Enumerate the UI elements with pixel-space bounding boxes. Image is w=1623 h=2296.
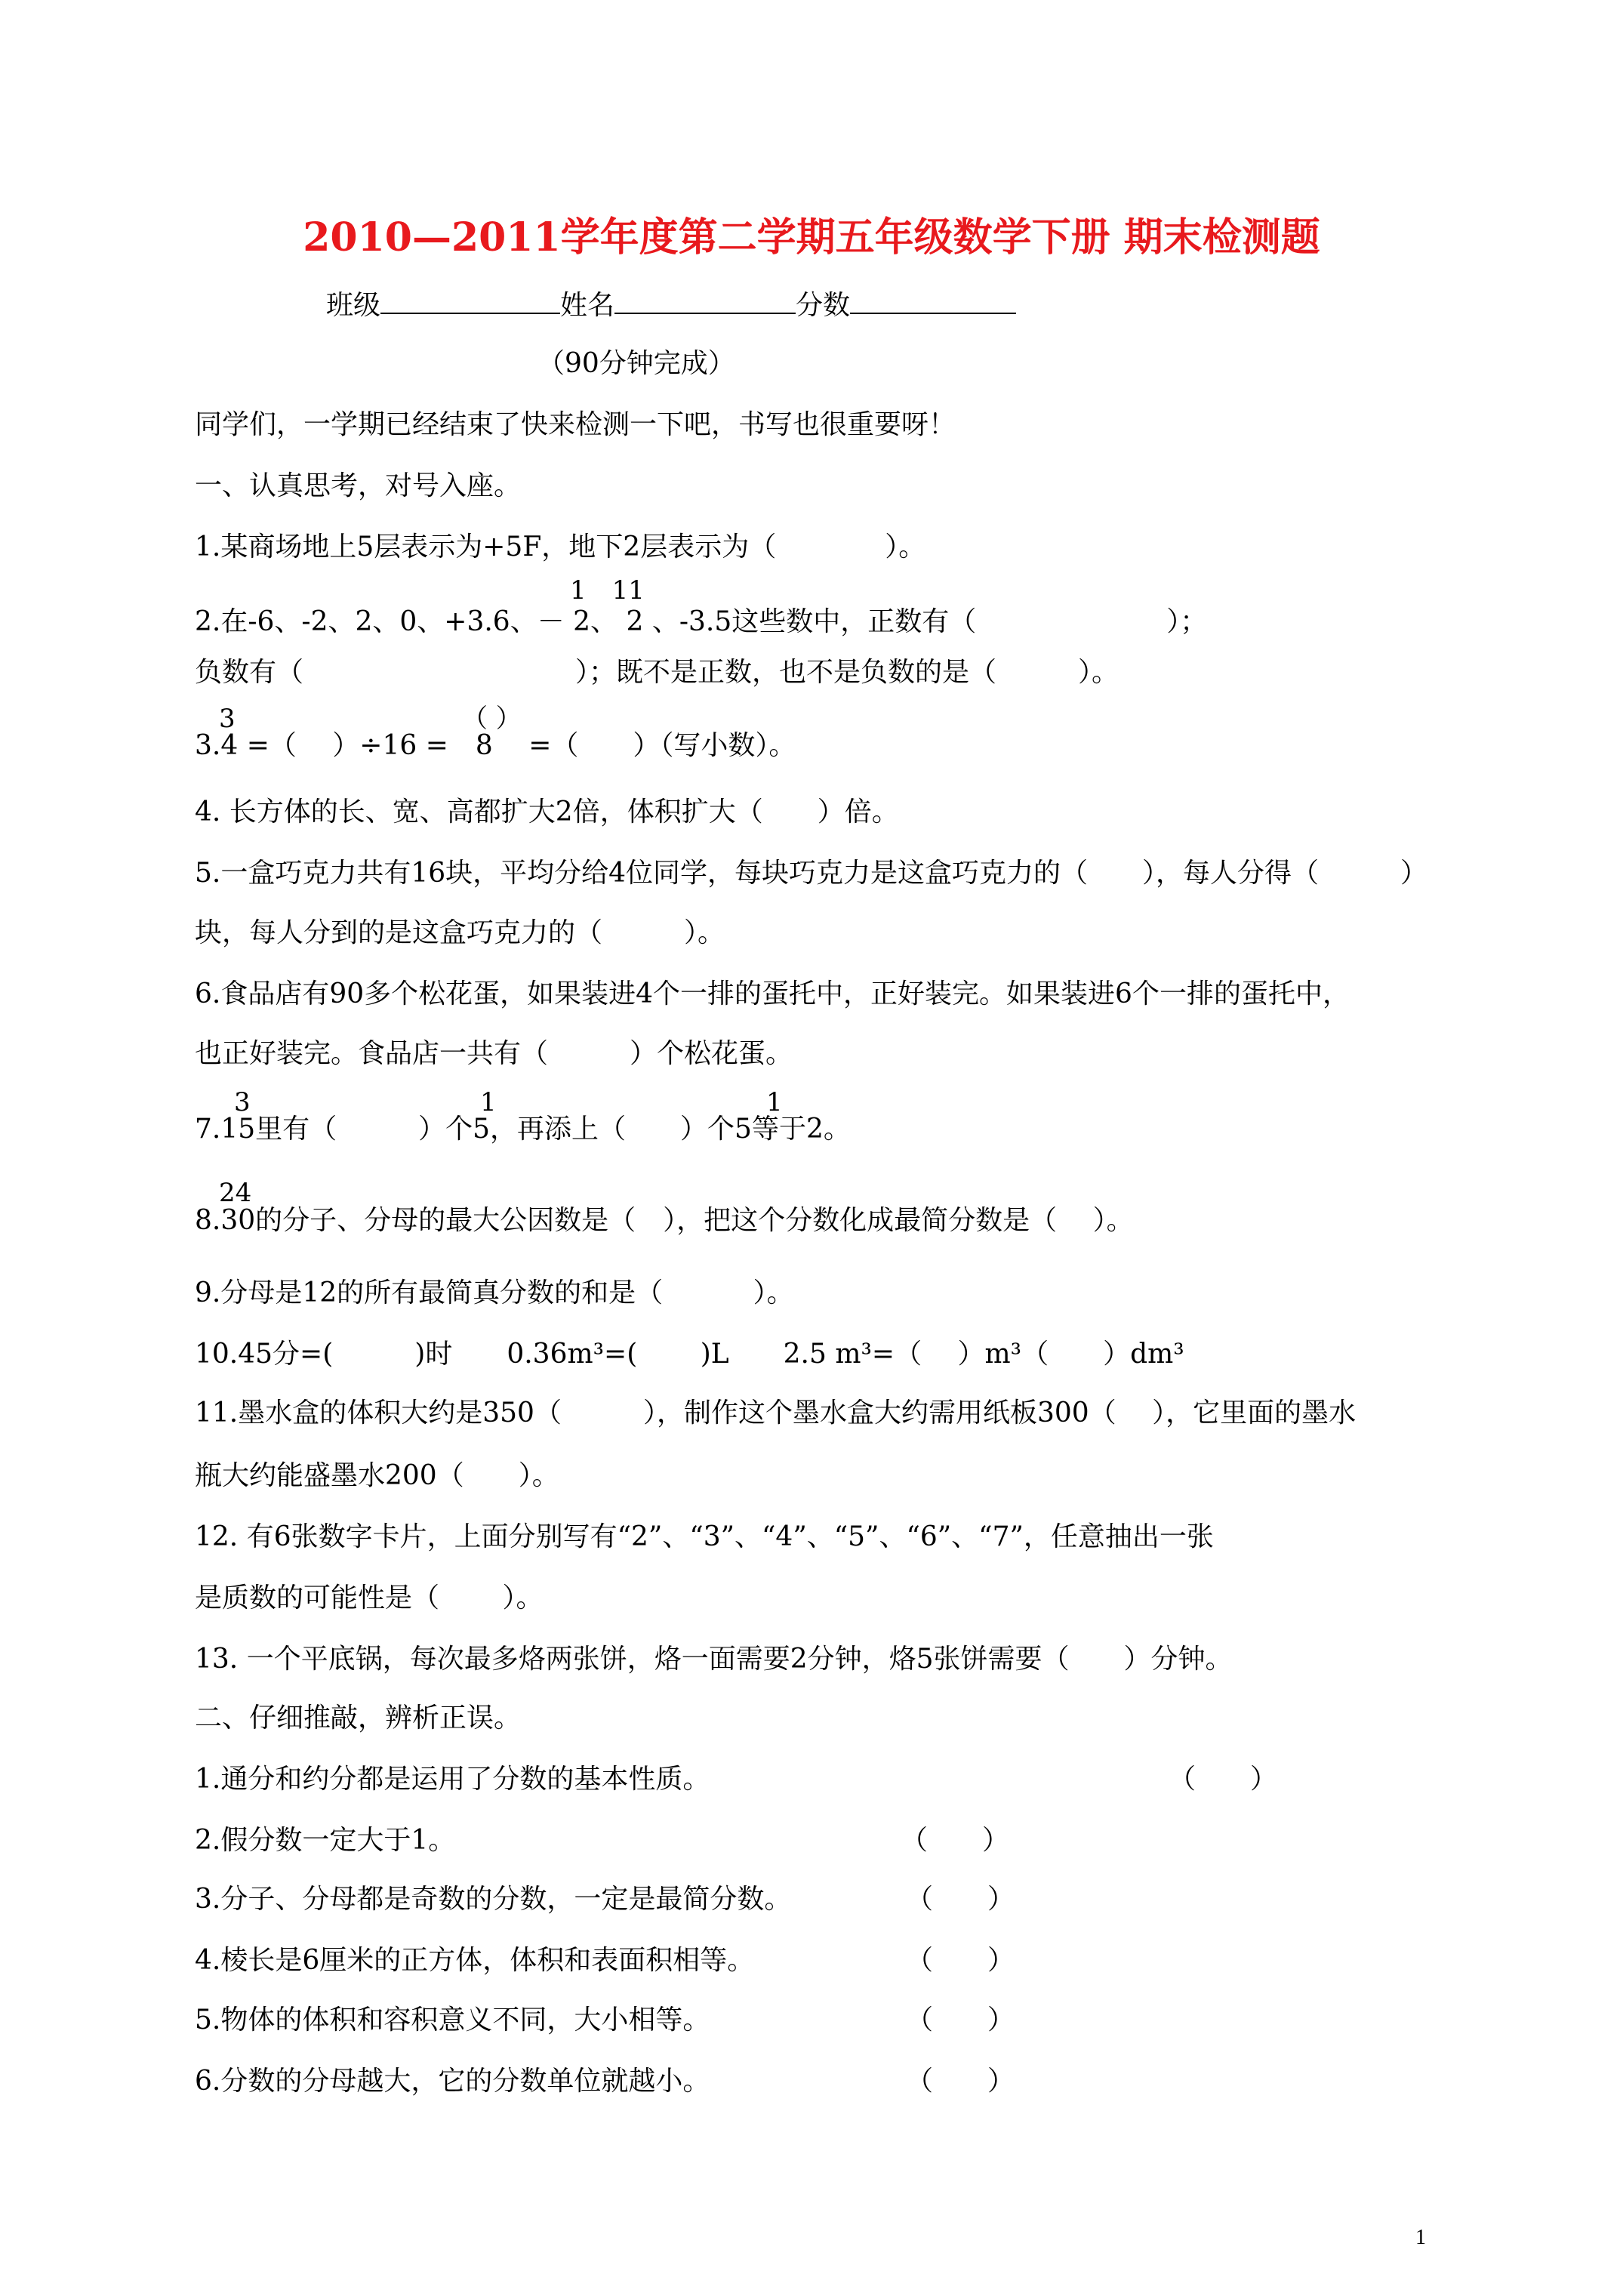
section2-heading: 二、仔细推敲，辨析正误。 <box>195 1703 522 1734</box>
tf-answer-5[interactable]: （ ） <box>906 2005 1015 2036</box>
q7-fraction-numerator-a: 3 <box>234 1087 251 1117</box>
question-6-line1: 6.食品店有90多个松花蛋，如果装进4个一排的蛋托中，正好装完。如果装进6个一排的蛋托中， <box>195 978 1350 1009</box>
q7-fraction-numerator-b: 1 <box>480 1087 497 1117</box>
tf-item-6: 6.分数的分母越大，它的分数单位就越小。 <box>195 2066 710 2097</box>
intro-text: 同学们，一学期已经结束了快来检测一下吧，书写也很重要呀！ <box>195 409 956 440</box>
tf-item-4: 4.棱长是6厘米的正方体，体积和表面积相等。 <box>195 1945 755 1976</box>
question-1: 1.某商场地上5层表示为+5F，地下2层表示为（ ）。 <box>195 532 926 562</box>
q7-fraction-numerator-c: 1 <box>766 1087 783 1117</box>
tf-answer-3[interactable]: （ ） <box>906 1884 1015 1915</box>
q3-fraction-numerator: 3 <box>219 704 236 734</box>
score-blank[interactable] <box>850 287 1016 314</box>
time-note: （90分钟完成） <box>537 348 735 379</box>
class-label: 班级 <box>326 290 381 321</box>
exam-title: 2010—2011学年度第二学期五年级数学下册 期末检测题 <box>303 214 1320 260</box>
question-11-line1: 11.墨水盒的体积大约是350（ ），制作这个墨水盒大约需用纸板300（ ），它里面的墨水 <box>195 1398 1357 1428</box>
question-12-line2: 是质数的可能性是（ ）。 <box>195 1583 544 1613</box>
tf-answer-6[interactable]: （ ） <box>906 2066 1015 2097</box>
question-13: 13. 一个平底锅，每次最多烙两张饼，烙一面需要2分钟，烙5张饼需要（ ）分钟。 <box>195 1644 1233 1675</box>
question-3: 3.4 =（ ）÷16 = 8 =（ ）（写小数）。 <box>195 730 796 761</box>
name-label: 姓名 <box>560 290 615 321</box>
question-11-line2: 瓶大约能盛墨水200（ ）。 <box>195 1460 559 1491</box>
q8-fraction-numerator: 24 <box>219 1178 252 1208</box>
question-10: 10.45分=( )时 0.36m³=( )L 2.5 m³=（ ）m³（ ）dm³ <box>195 1339 1184 1370</box>
section1-heading: 一、认真思考，对号入座。 <box>195 470 522 501</box>
tf-answer-1[interactable]: （ ） <box>1169 1764 1278 1795</box>
score-label: 分数 <box>796 290 851 321</box>
question-4: 4. 长方体的长、宽、高都扩大2倍，体积扩大（ ）倍。 <box>195 797 899 827</box>
question-6-line2: 也正好装完。食品店一共有（ ）个松花蛋。 <box>195 1038 793 1069</box>
tf-item-5: 5.物体的体积和容积意义不同，大小相等。 <box>195 2005 710 2036</box>
question-9: 9.分母是12的所有最简真分数的和是（ ）。 <box>195 1277 794 1308</box>
question-5-line1: 5.一盒巧克力共有16块，平均分给4位同学，每块巧克力是这盒巧克力的（ ），每人分得（ ） <box>195 858 1428 889</box>
student-info-line <box>326 287 1016 321</box>
tf-item-3: 3.分子、分母都是奇数的分数，一定是最简分数。 <box>195 1884 792 1915</box>
question-12-line1: 12. 有6张数字卡片，上面分别写有“2”、“3”、“4”、“5”、“6”、“7”，任意抽出一张 <box>195 1521 1214 1552</box>
question-7: 7.15里有（ ）个5，再添上（ ）个5等于2。 <box>195 1114 851 1145</box>
class-blank[interactable] <box>380 287 560 314</box>
tf-item-2: 2.假分数一定大于1。 <box>195 1825 456 1856</box>
question-2-line2: 负数有（ ）；既不是正数，也不是负数的是（ ）。 <box>195 657 1119 688</box>
tf-item-1: 1.通分和约分都是运用了分数的基本性质。 <box>195 1764 710 1795</box>
tf-answer-2[interactable]: （ ） <box>901 1825 1010 1856</box>
page-number: 1 <box>1415 2226 1426 2249</box>
question-5-line2: 块，每人分到的是这盒巧克力的（ ）。 <box>195 917 725 948</box>
tf-answer-4[interactable]: （ ） <box>906 1945 1015 1976</box>
question-8: 8.30的分子、分母的最大公因数是（ ），把这个分数化成最简分数是（ ）。 <box>195 1205 1134 1236</box>
q3-fraction-blank-numerator: （ ） <box>462 704 522 734</box>
name-blank[interactable] <box>614 287 796 314</box>
q2-fraction-numerators: 1 11 <box>570 575 645 606</box>
question-2-line1: 2.在-6、-2、2、0、+3.6、－ 2、 2 、-3.5这些数中，正数有（ ）； <box>195 606 1208 637</box>
